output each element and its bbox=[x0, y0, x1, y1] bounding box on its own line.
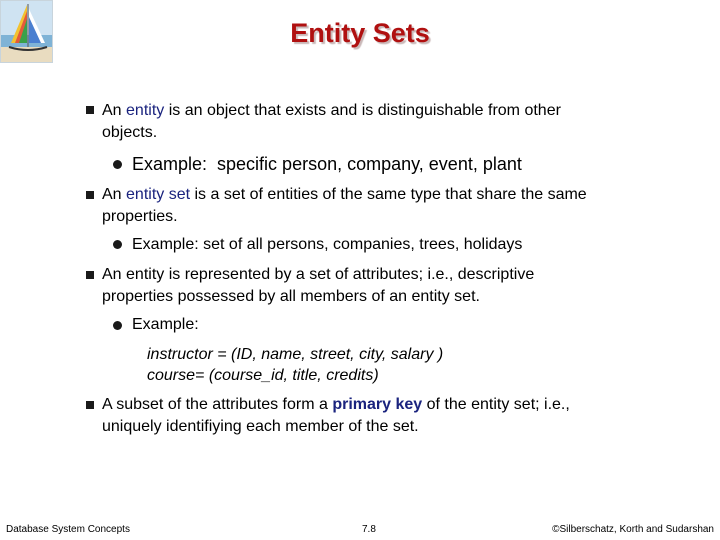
term-primary-key: primary key bbox=[332, 396, 423, 413]
term-entity-set: entity set bbox=[126, 186, 191, 203]
footer-page-number: 7.8 bbox=[362, 524, 376, 535]
text-fragment: An bbox=[102, 102, 127, 119]
bullet-primary-key bbox=[102, 394, 582, 438]
round-bullet-icon bbox=[113, 240, 122, 249]
text-fragment: of the entity set; i.e., uniquely identifiying each member of the set. bbox=[102, 396, 570, 435]
example-attributes-label: Example: bbox=[132, 316, 199, 333]
text-fragment: A subset of the attributes form a bbox=[102, 396, 333, 413]
example-entity-set: Example: set of all persons, companies, trees, holidays bbox=[132, 236, 523, 253]
title-divider bbox=[0, 66, 720, 67]
footer-right: ©Silberschatz, Korth and Sudarshan bbox=[552, 524, 714, 535]
page-title: Entity Sets bbox=[290, 18, 430, 48]
bullet-entity-set-definition bbox=[102, 184, 602, 228]
text-fragment: is an object that exists and is distinguishable from other objects. bbox=[102, 102, 561, 141]
round-bullet-icon bbox=[113, 321, 122, 330]
square-bullet-icon bbox=[86, 401, 94, 409]
schema-course: course= (course_id, title, credits) bbox=[147, 367, 379, 384]
example-entity: Example: specific person, company, event, plant bbox=[132, 154, 522, 174]
text-fragment: is a set of entities of the same type that share the same properties. bbox=[102, 186, 587, 225]
text-fragment: An bbox=[102, 186, 127, 203]
bullet-entity-definition bbox=[102, 100, 602, 144]
schema-instructor: instructor = (ID, name, street, city, salary ) bbox=[147, 346, 444, 363]
footer-left: Database System Concepts bbox=[6, 524, 130, 535]
square-bullet-icon bbox=[86, 106, 94, 114]
bullet-attributes-definition: An entity is represented by a set of attributes; i.e., descriptive properties possessed by all members of an entity set. bbox=[102, 266, 535, 305]
square-bullet-icon bbox=[86, 271, 94, 279]
round-bullet-icon bbox=[113, 160, 122, 169]
term-entity: entity bbox=[126, 102, 165, 119]
square-bullet-icon bbox=[86, 191, 94, 199]
